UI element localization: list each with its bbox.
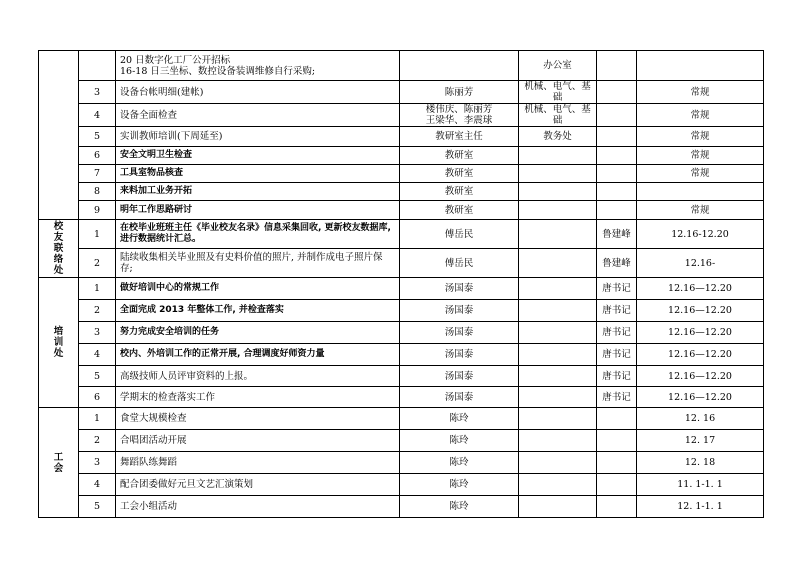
coop-cell bbox=[519, 322, 597, 344]
lead-cell bbox=[597, 183, 637, 201]
date-cell: 12. 1-1. 1 bbox=[637, 496, 764, 518]
owner-cell: 陈玲 bbox=[400, 474, 519, 496]
task-cell: 工会小组活动 bbox=[116, 496, 400, 518]
date-cell: 12.16—12.20 bbox=[637, 387, 764, 408]
lead-cell bbox=[597, 81, 637, 104]
coop-cell bbox=[519, 278, 597, 300]
owner-cell bbox=[400, 51, 519, 81]
date-cell: 11. 1-1. 1 bbox=[637, 474, 764, 496]
coop-cell: 机械、电气、基础 bbox=[519, 81, 597, 104]
coop-cell bbox=[519, 183, 597, 201]
date-cell: 12.16—12.20 bbox=[637, 300, 764, 322]
date-cell: 常规 bbox=[637, 201, 764, 220]
owner-cell: 陈玲 bbox=[400, 408, 519, 430]
lead-cell bbox=[597, 201, 637, 220]
owner-cell: 教研室 bbox=[400, 183, 519, 201]
owner-cell: 汤国泰 bbox=[400, 278, 519, 300]
owner-cell: 陈玲 bbox=[400, 430, 519, 452]
lead-cell: 唐书记 bbox=[597, 322, 637, 344]
table-row bbox=[39, 300, 764, 322]
table-row bbox=[39, 183, 764, 201]
table-row bbox=[39, 51, 764, 81]
lead-cell bbox=[597, 147, 637, 165]
date-cell: 12.16—12.20 bbox=[637, 366, 764, 387]
coop-cell bbox=[519, 387, 597, 408]
coop-cell bbox=[519, 300, 597, 322]
owner-cell: 傅岳民 bbox=[400, 220, 519, 249]
owner-cell: 汤国泰 bbox=[400, 344, 519, 366]
table-row bbox=[39, 165, 764, 183]
owner-cell: 教研室主任 bbox=[400, 127, 519, 147]
task-cell: 实训教师培训(下周延至) bbox=[116, 127, 400, 147]
table-row bbox=[39, 344, 764, 366]
task-cell: 高级技师人员评审资料的上报。 bbox=[116, 366, 400, 387]
lead-cell bbox=[597, 452, 637, 474]
row-number: 6 bbox=[79, 387, 116, 408]
owner-cell: 汤国泰 bbox=[400, 387, 519, 408]
lead-cell bbox=[597, 51, 637, 81]
table-row bbox=[39, 408, 764, 430]
date-cell: 12.16—12.20 bbox=[637, 344, 764, 366]
table-row bbox=[39, 278, 764, 300]
lead-cell: 唐书记 bbox=[597, 387, 637, 408]
schedule-table bbox=[38, 50, 764, 518]
lead-cell bbox=[597, 408, 637, 430]
owner-cell: 教研室 bbox=[400, 147, 519, 165]
owner-cell: 教研室 bbox=[400, 201, 519, 220]
date-cell: 常规 bbox=[637, 147, 764, 165]
task-cell: 努力完成安全培训的任务 bbox=[116, 322, 400, 344]
coop-cell bbox=[519, 496, 597, 518]
row-number: 5 bbox=[79, 366, 116, 387]
row-number: 4 bbox=[79, 474, 116, 496]
task-cell: 设备全面检查 bbox=[116, 104, 400, 127]
coop-cell bbox=[519, 408, 597, 430]
owner-cell: 陈丽芳 bbox=[400, 81, 519, 104]
task-cell: 全面完成 2013 年整体工作, 并检查落实 bbox=[116, 300, 400, 322]
row-number: 2 bbox=[79, 300, 116, 322]
table-row bbox=[39, 496, 764, 518]
lead-cell: 唐书记 bbox=[597, 278, 637, 300]
row-number: 2 bbox=[79, 249, 116, 278]
row-number bbox=[79, 51, 116, 81]
owner-cell: 教研室 bbox=[400, 165, 519, 183]
lead-cell bbox=[597, 127, 637, 147]
coop-cell: 机械、电气、基础 bbox=[519, 104, 597, 127]
date-cell: 12.16—12.20 bbox=[637, 322, 764, 344]
coop-cell bbox=[519, 452, 597, 474]
coop-cell bbox=[519, 220, 597, 249]
dept-cell: 培 训 处 bbox=[39, 278, 79, 408]
row-number: 3 bbox=[79, 322, 116, 344]
owner-cell: 傅岳民 bbox=[400, 249, 519, 278]
task-cell: 安全文明卫生检查 bbox=[116, 147, 400, 165]
coop-cell bbox=[519, 249, 597, 278]
row-number: 5 bbox=[79, 127, 116, 147]
date-cell: 常规 bbox=[637, 81, 764, 104]
table-row bbox=[39, 147, 764, 165]
lead-cell: 唐书记 bbox=[597, 344, 637, 366]
table-row bbox=[39, 430, 764, 452]
date-cell bbox=[637, 51, 764, 81]
dept-cell: 校 友 联 络 处 bbox=[39, 220, 79, 278]
date-cell: 常规 bbox=[637, 127, 764, 147]
table-row bbox=[39, 104, 764, 127]
coop-cell bbox=[519, 201, 597, 220]
owner-cell: 陈玲 bbox=[400, 496, 519, 518]
coop-cell bbox=[519, 430, 597, 452]
row-number: 4 bbox=[79, 344, 116, 366]
lead-cell bbox=[597, 165, 637, 183]
date-cell: 12. 18 bbox=[637, 452, 764, 474]
task-cell: 设备台帐明细(建帐) bbox=[116, 81, 400, 104]
table-row bbox=[39, 81, 764, 104]
task-cell: 陆续收集相关毕业照及有史料价值的照片, 并制作成电子照片保存; bbox=[116, 249, 400, 278]
task-cell: 合唱团活动开展 bbox=[116, 430, 400, 452]
date-cell: 12.16—12.20 bbox=[637, 278, 764, 300]
date-cell: 常规 bbox=[637, 104, 764, 127]
table-row bbox=[39, 201, 764, 220]
row-number: 6 bbox=[79, 147, 116, 165]
table-row bbox=[39, 387, 764, 408]
task-cell: 工具室物品核查 bbox=[116, 165, 400, 183]
date-cell bbox=[637, 183, 764, 201]
row-number: 7 bbox=[79, 165, 116, 183]
coop-cell bbox=[519, 366, 597, 387]
lead-cell: 唐书记 bbox=[597, 300, 637, 322]
row-number: 2 bbox=[79, 430, 116, 452]
coop-cell bbox=[519, 147, 597, 165]
table-row bbox=[39, 127, 764, 147]
dept-cell bbox=[39, 51, 79, 220]
lead-cell bbox=[597, 496, 637, 518]
row-number: 1 bbox=[79, 278, 116, 300]
table-row bbox=[39, 220, 764, 249]
lead-cell: 唐书记 bbox=[597, 366, 637, 387]
coop-cell: 教务处 bbox=[519, 127, 597, 147]
task-cell: 配合团委做好元旦文艺汇演策划 bbox=[116, 474, 400, 496]
dept-cell: 工 会 bbox=[39, 408, 79, 518]
table-row bbox=[39, 452, 764, 474]
date-cell: 12.16-12.20 bbox=[637, 220, 764, 249]
row-number: 3 bbox=[79, 452, 116, 474]
owner-cell: 陈玲 bbox=[400, 452, 519, 474]
lead-cell: 鲁建峰 bbox=[597, 249, 637, 278]
task-cell: 明年工作思路研讨 bbox=[116, 201, 400, 220]
owner-cell: 汤国泰 bbox=[400, 366, 519, 387]
date-cell: 常规 bbox=[637, 165, 764, 183]
task-cell: 来料加工业务开拓 bbox=[116, 183, 400, 201]
lead-cell bbox=[597, 474, 637, 496]
task-cell: 舞蹈队练舞蹈 bbox=[116, 452, 400, 474]
task-cell: 学期末的检查落实工作 bbox=[116, 387, 400, 408]
table-row bbox=[39, 322, 764, 344]
task-cell: 食堂大规模检查 bbox=[116, 408, 400, 430]
task-cell: 校内、外培训工作的正常开展, 合理调度好师资力量 bbox=[116, 344, 400, 366]
lead-cell: 鲁建峰 bbox=[597, 220, 637, 249]
owner-cell: 汤国泰 bbox=[400, 300, 519, 322]
coop-cell bbox=[519, 165, 597, 183]
coop-cell: 办公室 bbox=[519, 51, 597, 81]
row-number: 1 bbox=[79, 408, 116, 430]
row-number: 4 bbox=[79, 104, 116, 127]
task-cell: 在校毕业班班主任《毕业校友名录》信息采集回收, 更新校友数据库, 进行数据统计汇总。 bbox=[116, 220, 400, 249]
coop-cell bbox=[519, 474, 597, 496]
table-row bbox=[39, 366, 764, 387]
row-number: 5 bbox=[79, 496, 116, 518]
row-number: 1 bbox=[79, 220, 116, 249]
lead-cell bbox=[597, 104, 637, 127]
row-number: 8 bbox=[79, 183, 116, 201]
table-row bbox=[39, 474, 764, 496]
owner-cell: 楼伟庆、陈丽芳 王梁华、李震球 bbox=[400, 104, 519, 127]
task-cell: 做好培训中心的常规工作 bbox=[116, 278, 400, 300]
date-cell: 12.16- bbox=[637, 249, 764, 278]
row-number: 3 bbox=[79, 81, 116, 104]
task-cell: 20 日数字化工厂公开招标 16-18 日三坐标、数控设备装调维修自行采购; bbox=[116, 51, 400, 81]
row-number: 9 bbox=[79, 201, 116, 220]
date-cell: 12. 16 bbox=[637, 408, 764, 430]
table-row bbox=[39, 249, 764, 278]
owner-cell: 汤国泰 bbox=[400, 322, 519, 344]
lead-cell bbox=[597, 430, 637, 452]
date-cell: 12. 17 bbox=[637, 430, 764, 452]
coop-cell bbox=[519, 344, 597, 366]
